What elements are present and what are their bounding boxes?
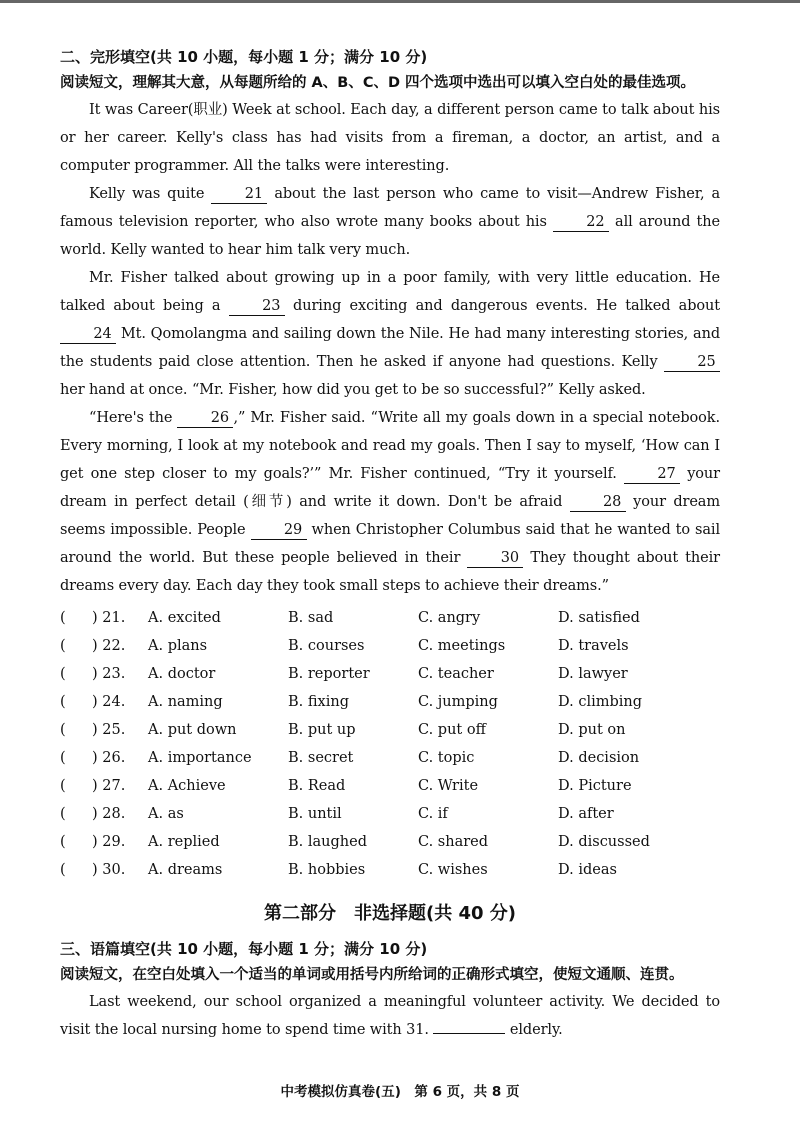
options-list bbox=[60, 604, 720, 884]
option-c[interactable]: C. angry bbox=[418, 610, 481, 626]
passage-paragraph-4 bbox=[60, 404, 720, 600]
question-row bbox=[60, 660, 720, 688]
option-d[interactable]: D. travels bbox=[558, 638, 629, 654]
passage-text: ,” Mr. Fisher said. “Write all my goals down in a special notebook. Every morning, I look at my notebook and read my goals. Then I say to myself, ‘How can I get one step closer to my goals?’” Mr. Fisher continued, “Try it yourself. bbox=[60, 410, 721, 482]
question-number: ) 26. bbox=[92, 750, 126, 766]
option-b[interactable]: B. reporter bbox=[288, 666, 370, 682]
passage-text: all around the world. Kelly wanted to hear him talk very much. bbox=[60, 214, 720, 258]
option-b[interactable]: B. courses bbox=[288, 638, 365, 654]
answer-paren[interactable]: ( bbox=[60, 806, 66, 822]
question-number: ) 24. bbox=[92, 694, 126, 710]
option-a[interactable]: A. as bbox=[148, 806, 184, 822]
section2-heading: 二、完形填空(共 10 小题，每小题 1 分；满分 10 分) bbox=[60, 48, 428, 66]
answer-paren[interactable]: ( bbox=[60, 666, 66, 682]
passage-paragraph-3 bbox=[60, 264, 720, 404]
question-row bbox=[60, 604, 720, 632]
question-row bbox=[60, 716, 720, 744]
blank-29[interactable]: 29 bbox=[251, 521, 307, 540]
question-row bbox=[60, 772, 720, 800]
section3-text-after: elderly. bbox=[505, 1022, 563, 1038]
question-row bbox=[60, 856, 720, 884]
answer-paren[interactable]: ( bbox=[60, 834, 66, 850]
question-row bbox=[60, 632, 720, 660]
top-border bbox=[0, 0, 800, 3]
question-number: ) 25. bbox=[92, 722, 126, 738]
passage-text: about the last person who came to visit—Andrew Fisher, a famous television reporter, who also wrote many books about his bbox=[60, 186, 720, 230]
option-d[interactable]: D. Picture bbox=[558, 778, 632, 794]
option-a[interactable]: A. replied bbox=[148, 834, 220, 850]
option-b[interactable]: B. fixing bbox=[288, 694, 349, 710]
blank-22[interactable]: 22 bbox=[553, 213, 609, 232]
option-d[interactable]: D. ideas bbox=[558, 862, 617, 878]
option-b[interactable]: B. put up bbox=[288, 722, 356, 738]
question-number: ) 28. bbox=[92, 806, 126, 822]
answer-paren[interactable]: ( bbox=[60, 750, 66, 766]
option-a[interactable]: A. dreams bbox=[148, 862, 223, 878]
answer-paren[interactable]: ( bbox=[60, 722, 66, 738]
answer-blank-31[interactable] bbox=[433, 1033, 505, 1034]
passage-text: when Christopher Columbus said that he wanted to sail around the world. But these people believed in their bbox=[60, 522, 720, 566]
blank-27[interactable]: 27 bbox=[624, 465, 680, 484]
question-row bbox=[60, 800, 720, 828]
option-c[interactable]: C. jumping bbox=[418, 694, 498, 710]
option-b[interactable]: B. secret bbox=[288, 750, 354, 766]
option-d[interactable]: D. lawyer bbox=[558, 666, 628, 682]
answer-paren[interactable]: ( bbox=[60, 638, 66, 654]
section3-text-before: Last weekend, our school organized a meaningful volunteer activity. We decided to visit the local nursing home to spend time with 31. bbox=[60, 994, 720, 1038]
answer-paren[interactable]: ( bbox=[60, 610, 66, 626]
part2-title: 第二部分 非选择题(共 40 分) bbox=[263, 903, 517, 924]
passage-text: “Here's the bbox=[89, 410, 178, 426]
answer-paren[interactable]: ( bbox=[60, 862, 66, 878]
passage-text: your dream seems impossible. People bbox=[60, 494, 721, 538]
option-c[interactable]: C. shared bbox=[418, 834, 489, 850]
page-footer: 中考模拟仿真卷(五) 第 6 页，共 8 页 bbox=[280, 1084, 520, 1100]
option-b[interactable]: B. hobbies bbox=[288, 862, 366, 878]
option-c[interactable]: C. put off bbox=[418, 722, 486, 738]
passage-text: your dream in perfect detail (细节) and write it down. Don't be afraid bbox=[60, 466, 720, 510]
option-c[interactable]: C. if bbox=[418, 806, 448, 822]
question-number: ) 23. bbox=[92, 666, 126, 682]
option-d[interactable]: D. put on bbox=[558, 722, 626, 738]
blank-25[interactable]: 25 bbox=[664, 353, 720, 372]
option-d[interactable]: D. after bbox=[558, 806, 614, 822]
option-d[interactable]: D. decision bbox=[558, 750, 640, 766]
option-c[interactable]: C. meetings bbox=[418, 638, 506, 654]
option-b[interactable]: B. sad bbox=[288, 610, 334, 626]
passage-paragraph-1: It was Career(职业) Week at school. Each day, a different person came to talk about his or her career. Kelly's class has had visits from a fireman, a doctor, an artist, and a computer programmer. All the talks were interesting. bbox=[60, 102, 720, 174]
blank-23[interactable]: 23 bbox=[229, 297, 285, 316]
option-a[interactable]: A. doctor bbox=[148, 666, 216, 682]
exam-page bbox=[60, 44, 720, 1044]
option-b[interactable]: B. Read bbox=[288, 778, 346, 794]
question-row bbox=[60, 688, 720, 716]
section3-heading: 三、语篇填空(共 10 小题，每小题 1 分；满分 10 分) bbox=[60, 940, 428, 958]
option-a[interactable]: A. importance bbox=[148, 750, 252, 766]
question-number: ) 27. bbox=[92, 778, 126, 794]
option-c[interactable]: C. Write bbox=[418, 778, 479, 794]
question-number: ) 21. bbox=[92, 610, 126, 626]
passage-text: Mr. Fisher talked about growing up in a poor family, with very little education. He talked about being a bbox=[60, 270, 720, 314]
option-a[interactable]: A. plans bbox=[148, 638, 208, 654]
option-c[interactable]: C. wishes bbox=[418, 862, 488, 878]
question-row bbox=[60, 744, 720, 772]
answer-paren[interactable]: ( bbox=[60, 694, 66, 710]
option-a[interactable]: A. naming bbox=[148, 694, 223, 710]
blank-26[interactable]: 26 bbox=[177, 409, 233, 428]
blank-24[interactable]: 24 bbox=[60, 325, 116, 344]
option-c[interactable]: C. topic bbox=[418, 750, 475, 766]
blank-28[interactable]: 28 bbox=[570, 493, 626, 512]
question-number: ) 30. bbox=[92, 862, 126, 878]
blank-30[interactable]: 30 bbox=[467, 549, 523, 568]
passage-text: They thought about their dreams every day. Each day they took small steps to achieve their dreams.” bbox=[60, 550, 720, 594]
option-d[interactable]: D. satisfied bbox=[558, 610, 640, 626]
question-number: ) 29. bbox=[92, 834, 126, 850]
passage-text: her hand at once. “Mr. Fisher, how did you get to be so successful?” Kelly asked. bbox=[60, 382, 646, 398]
option-b[interactable]: B. until bbox=[288, 806, 342, 822]
option-b[interactable]: B. laughed bbox=[288, 834, 367, 850]
question-number: ) 22. bbox=[92, 638, 126, 654]
section3-paragraph bbox=[60, 988, 720, 1044]
passage-text: Kelly was quite bbox=[89, 186, 212, 202]
option-c[interactable]: C. teacher bbox=[418, 666, 494, 682]
passage-paragraph-2 bbox=[60, 180, 720, 264]
question-row bbox=[60, 828, 720, 856]
option-a[interactable]: A. Achieve bbox=[148, 778, 226, 794]
option-d[interactable]: D. discussed bbox=[558, 834, 650, 850]
section2-instruction: 阅读短文，理解其大意，从每题所给的 A、B、C、D 四个选项中选出可以填入空白处的最佳选项。 bbox=[60, 75, 696, 91]
blank-21[interactable]: 21 bbox=[211, 185, 267, 204]
answer-paren[interactable]: ( bbox=[60, 778, 66, 794]
option-a[interactable]: A. put down bbox=[148, 722, 237, 738]
passage-text: Mt. Qomolangma and sailing down the Nile. He had many interesting stories, and the students paid close attention. Then he asked if anyone had questions. Kelly bbox=[60, 326, 720, 370]
passage-text: during exciting and dangerous events. He talked about bbox=[284, 298, 720, 314]
section3-instruction: 阅读短文，在空白处填入一个适当的单词或用括号内所给词的正确形式填空，使短文通顺、连贯。 bbox=[60, 967, 684, 983]
option-a[interactable]: A. excited bbox=[148, 610, 221, 626]
option-d[interactable]: D. climbing bbox=[558, 694, 643, 710]
